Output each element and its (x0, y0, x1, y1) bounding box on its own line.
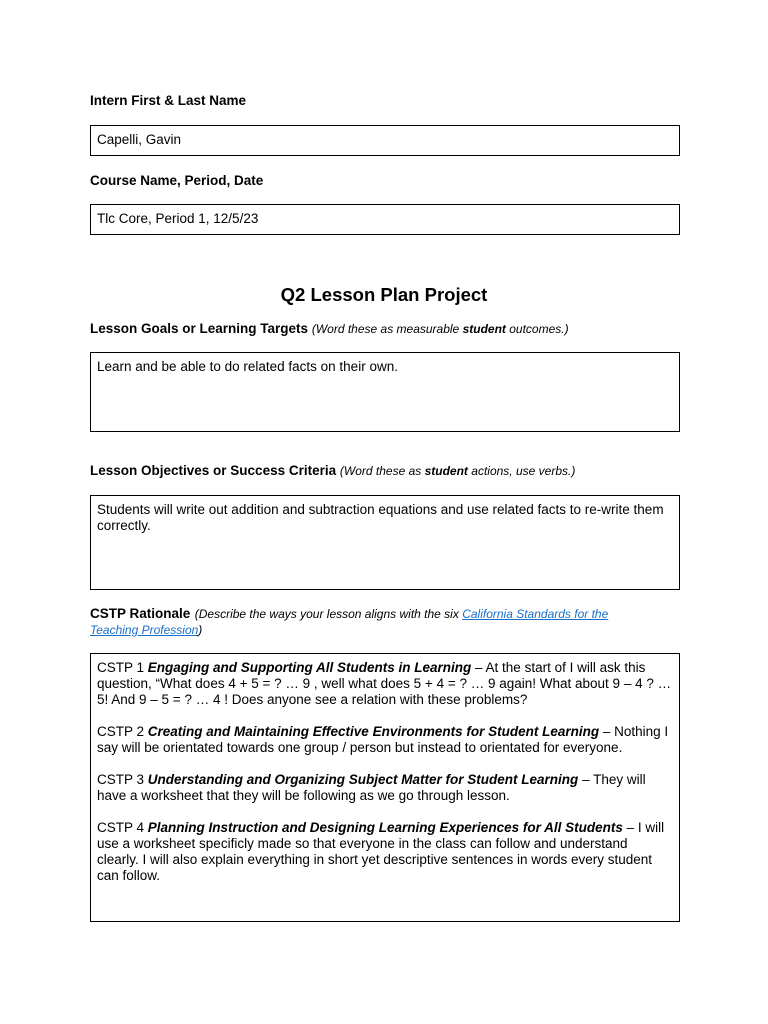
lesson-objectives-field[interactable]: Students will write out addition and subtraction equations and use related facts to re-write them correctly. (90, 495, 680, 590)
lesson-objectives-note: (Word these as student actions, use verbs.) (339, 464, 576, 478)
course-label: Course Name, Period, Date (90, 173, 264, 188)
cstp-label-row (90, 606, 650, 638)
lesson-goals-label-row (90, 321, 569, 336)
lesson-goals-note: (Word these as measurable student outcomes.) (311, 322, 569, 336)
intern-name-field[interactable]: Capelli, Gavin (90, 125, 680, 156)
cstp-item-3: CSTP 3 Understanding and Organizing Subject Matter for Student Learning – They will have a worksheet that they will be following as we go through lesson. (97, 772, 646, 803)
course-field[interactable]: Tlc Core, Period 1, 12/5/23 (90, 204, 680, 235)
cstp-label: CSTP Rationale (90, 606, 191, 621)
lesson-objectives-label: Lesson Objectives or Success Criteria (90, 463, 337, 478)
cstp-item-2: CSTP 2 Creating and Maintaining Effective Environments for Student Learning – Nothing I say will be orientated towards one group / person but instead to orientated for everyone. (97, 724, 669, 755)
cstp-item-1: CSTP 1 Engaging and Supporting All Students in Learning – At the start of I will ask this question, “What does 4 + 5 = ? … 9 , well what does 5 + 4 = ? … 9 again! What about 9 – 4 ? … 5! And 9 – 5 = ? … 4 ! Does anyone see a relation with these problems? (97, 660, 672, 707)
cstp-field[interactable] (90, 653, 680, 922)
cstp-note: (Describe the ways your lesson aligns with the six California Standards for the Teaching Profession) (90, 607, 609, 637)
intern-name-label: Intern First & Last Name (90, 93, 247, 108)
lesson-objectives-label-row (90, 463, 575, 478)
lesson-goals-field[interactable]: Learn and be able to do related facts on their own. (90, 352, 680, 432)
lesson-goals-label: Lesson Goals or Learning Targets (90, 321, 309, 336)
page-title: Q2 Lesson Plan Project (280, 284, 488, 305)
cstp-item-4: CSTP 4 Planning Instruction and Designing Learning Experiences for All Students – I will use a worksheet specificly made so that everyone in the class can follow and understand clearly. I will also explain everything in short yet descriptive sentences in words every student can follow. (97, 820, 665, 883)
cstp-standards-link[interactable]: California Standards for the Teaching Profession (90, 607, 609, 637)
